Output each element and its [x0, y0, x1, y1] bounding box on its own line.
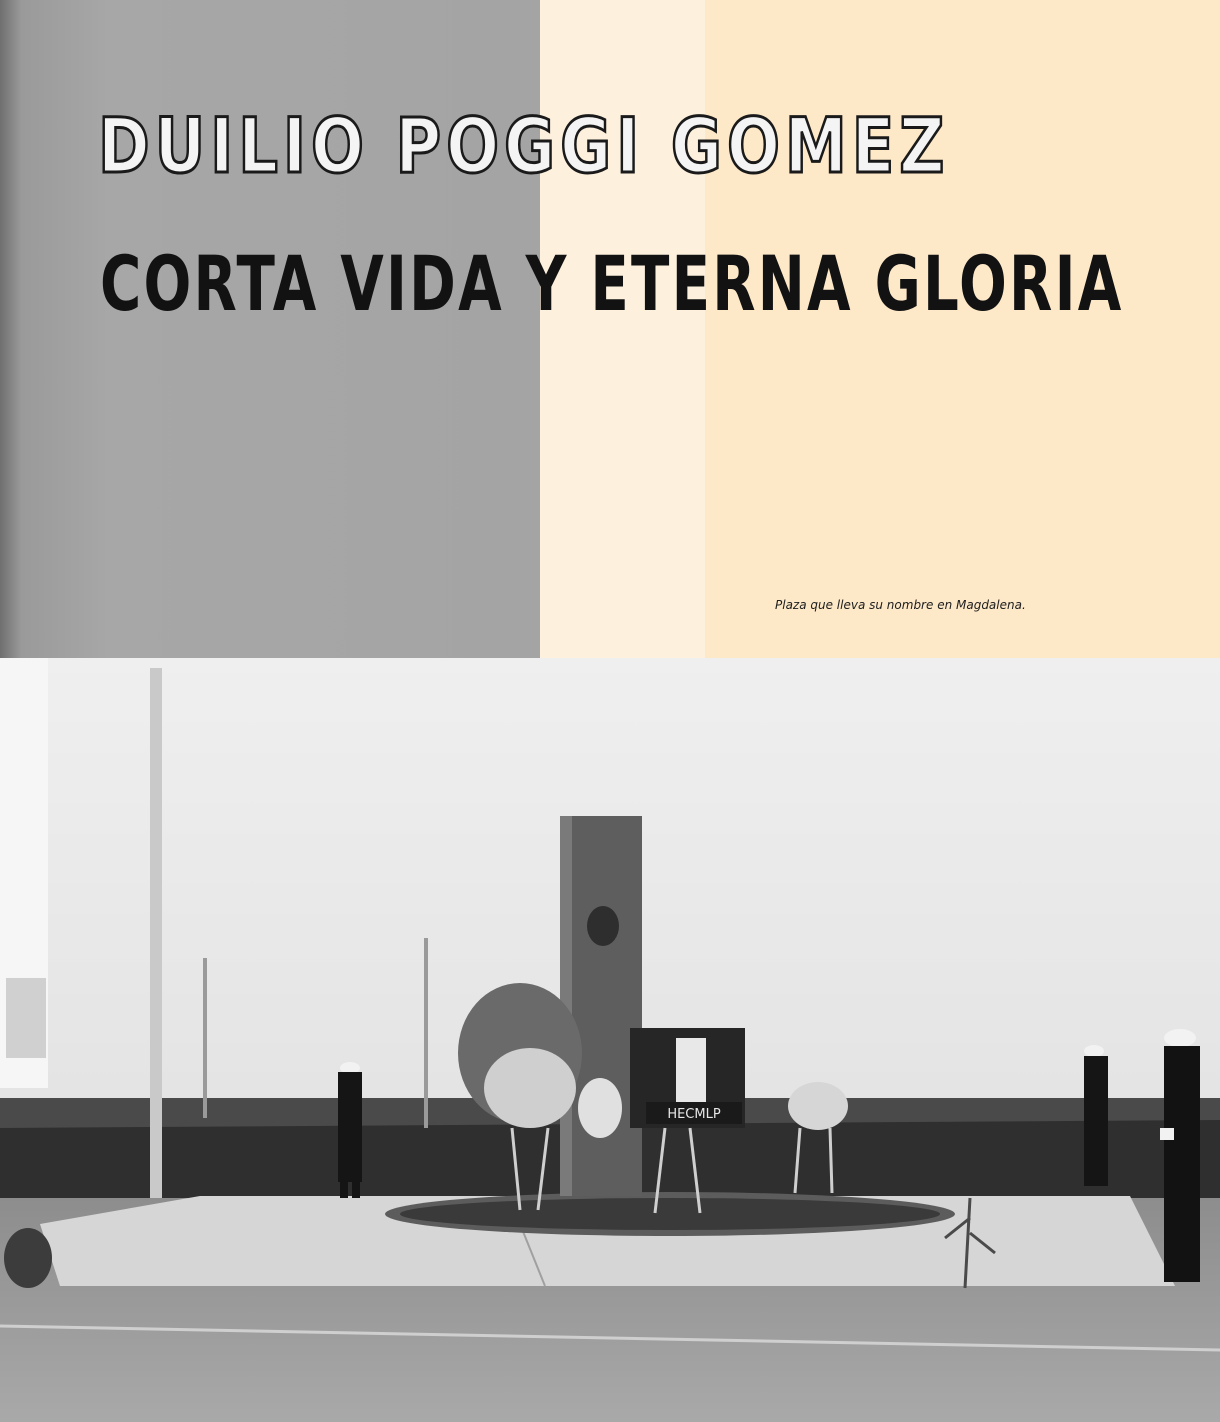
honor-guard-right: [1084, 1045, 1108, 1186]
monolith: [560, 816, 642, 1196]
building-window: [6, 978, 46, 1058]
planter-inner: [400, 1198, 940, 1230]
monument-photo: [0, 658, 1220, 1422]
peach-stripe: [705, 0, 1220, 658]
flagpole-distant: [424, 938, 428, 1128]
article-title: DUILIO POGGI GOMEZ: [98, 101, 950, 190]
monument-photo-drawing: [0, 658, 1220, 1422]
left-shrub: [4, 1228, 52, 1288]
gray-background-panel: [0, 0, 540, 658]
honor-guard-left: [338, 1062, 362, 1198]
flagpole-left: [150, 668, 162, 1198]
photo-caption: Plaza que lleva su nombre en Magdalena.: [775, 598, 1026, 612]
portrait-medallion: [587, 906, 619, 946]
peach-background-panel: [540, 0, 1220, 658]
honor-guard-foreground: [1160, 1029, 1200, 1282]
wreath-banner-text: HECMLP: [667, 1107, 721, 1122]
article-subtitle: CORTA VIDA Y ETERNA GLORIA: [100, 239, 1124, 328]
flagpole-distant-2: [203, 958, 207, 1118]
